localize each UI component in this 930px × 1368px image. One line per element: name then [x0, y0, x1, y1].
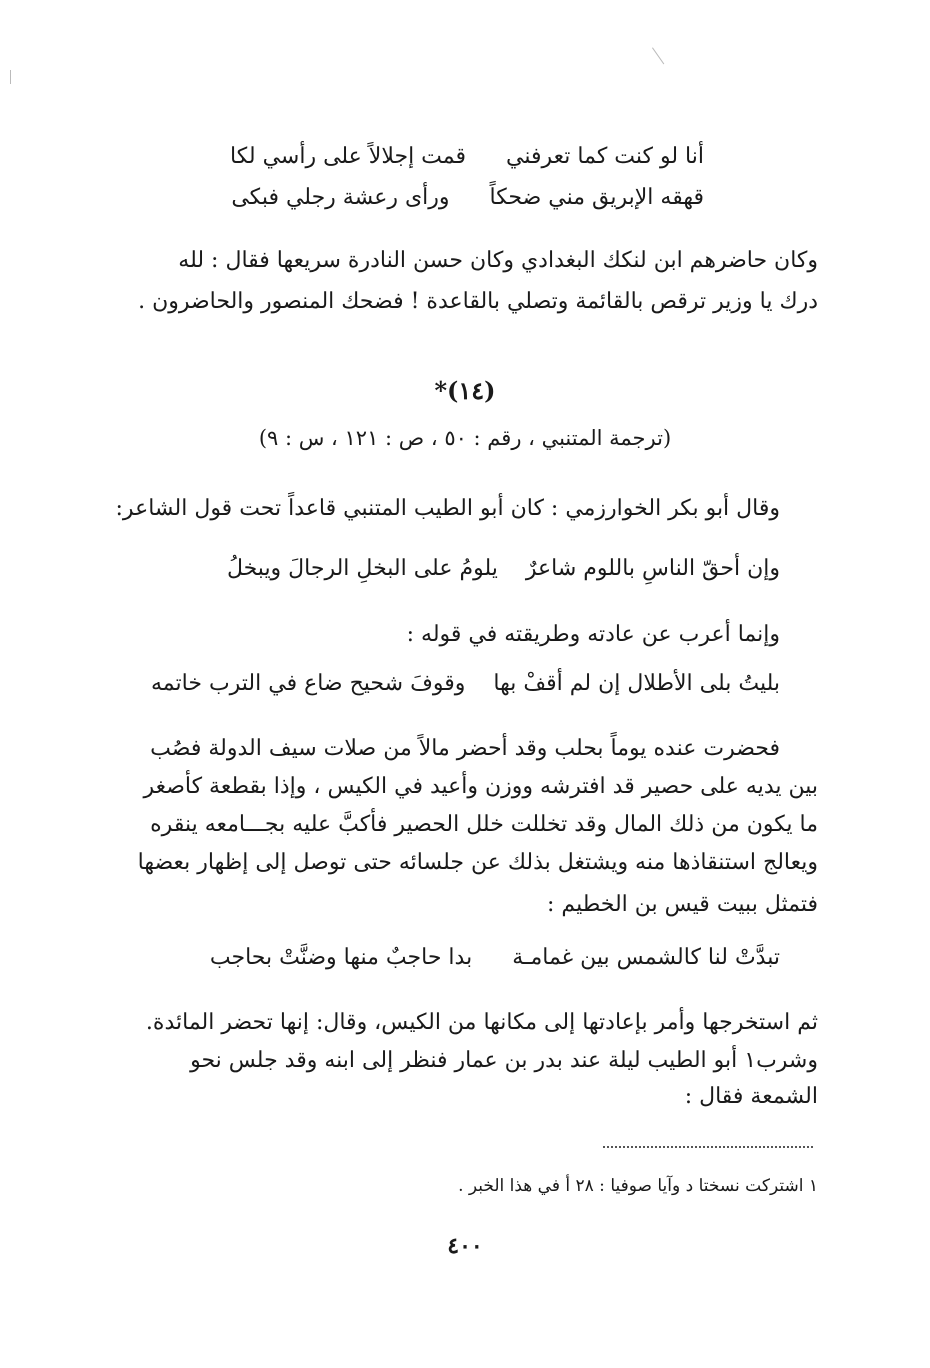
- paragraph-line: ثم استخرجها وأمر بإعادتها إلى مكانها من الكيس، وقال: إنها تحضر المائدة.: [145, 1010, 818, 1035]
- poem-verse: [227, 554, 780, 584]
- paragraph-line: فحضرت عنده يوماً بحلب وقد أحضر مالاً من صلات سيف الدولة فصُب: [150, 736, 780, 761]
- verse-second-hemistich: وقوفَ شحيح ضاع في الترب خاتمه: [151, 671, 466, 696]
- paragraph-line: وكان حاضرهم ابن لنكك البغدادي وكان حسن النادرة سريعها فقال : لله: [178, 248, 818, 273]
- paragraph-line: ويعالج استنقاذها منه ويشتغل بذلك عن جلسائه حتى توصل إلى إظهار بعضها: [137, 850, 818, 875]
- poem-verse: [230, 142, 704, 172]
- poem-verse: [231, 183, 704, 213]
- footnote-divider: [603, 1146, 813, 1148]
- paragraph-line: وقال أبو بكر الخوارزمي : كان أبو الطيب المتنبي قاعداً تحت قول الشاعر:: [115, 496, 780, 521]
- verse-first-hemistich: أنا لو كنت كما تعرفني: [506, 144, 704, 169]
- verse-first-hemistich: وإن أحقّ الناسِ باللوم شاعرٌ: [525, 556, 780, 581]
- verse-second-hemistich: ورأى رعشة رجلي فبكى: [231, 185, 450, 210]
- verse-first-hemistich: بليتُ بلى الأطلال إن لم أقفْ بها: [493, 671, 780, 696]
- paragraph-line: وإنما أعرب عن عادته وطريقته في قوله :: [406, 622, 780, 647]
- scan-mark: [652, 47, 664, 64]
- page-number: ٤٠٠: [447, 1233, 483, 1259]
- source-reference: (ترجمة المتنبي ، رقم : ٥٠ ، ص : ١٢١ ، س : ٩): [258, 426, 672, 450]
- paragraph-line: فتمثل ببيت قيس بن الخطيم :: [547, 892, 818, 917]
- paragraph-line: بين يديه على حصير قد افترشه ووزن وأعيد في الكيس ، وإذا بقطعة كأصغر: [143, 774, 818, 799]
- paragraph-line: وشرب١ أبو الطيب ليلة عند بدر بن عمار فنظر إلى ابنه وقد جلس نحو: [190, 1048, 818, 1073]
- poem-verse: [210, 943, 780, 973]
- paragraph-line: الشمعة فقال :: [684, 1084, 818, 1109]
- verse-first-hemistich: قهقه الإبريق مني ضحكاً: [489, 185, 704, 210]
- verse-second-hemistich: بدا حاجبٌ منها وضنَّتْ بحاجب: [209, 945, 473, 970]
- poem-verse: [151, 669, 780, 699]
- verse-second-hemistich: قمت إجلالاً على رأسي لكا: [230, 144, 467, 169]
- scan-mark: [10, 70, 11, 84]
- verse-second-hemistich: يلومُ على البخلِ الرجالَ ويبخلُ: [226, 556, 498, 581]
- paragraph-line: ما يكون من ذلك المال وقد تخللت خلل الحصير فأكبَّ عليه بجـــامعه ينقره: [150, 812, 818, 837]
- section-number: (١٤)*: [434, 376, 496, 405]
- verse-first-hemistich: تبدَّتْ لنا كالشمس بين غمامـة: [512, 945, 780, 970]
- footnote: ١ اشتركت نسختا د وآيا صوفيا : ٢٨ أ في هذا الخبر .: [458, 1176, 818, 1196]
- paragraph-line: درك يا وزير ترقص بالقائمة وتصلي بالقاعدة ! فضحك المنصور والحاضرون .: [138, 289, 818, 314]
